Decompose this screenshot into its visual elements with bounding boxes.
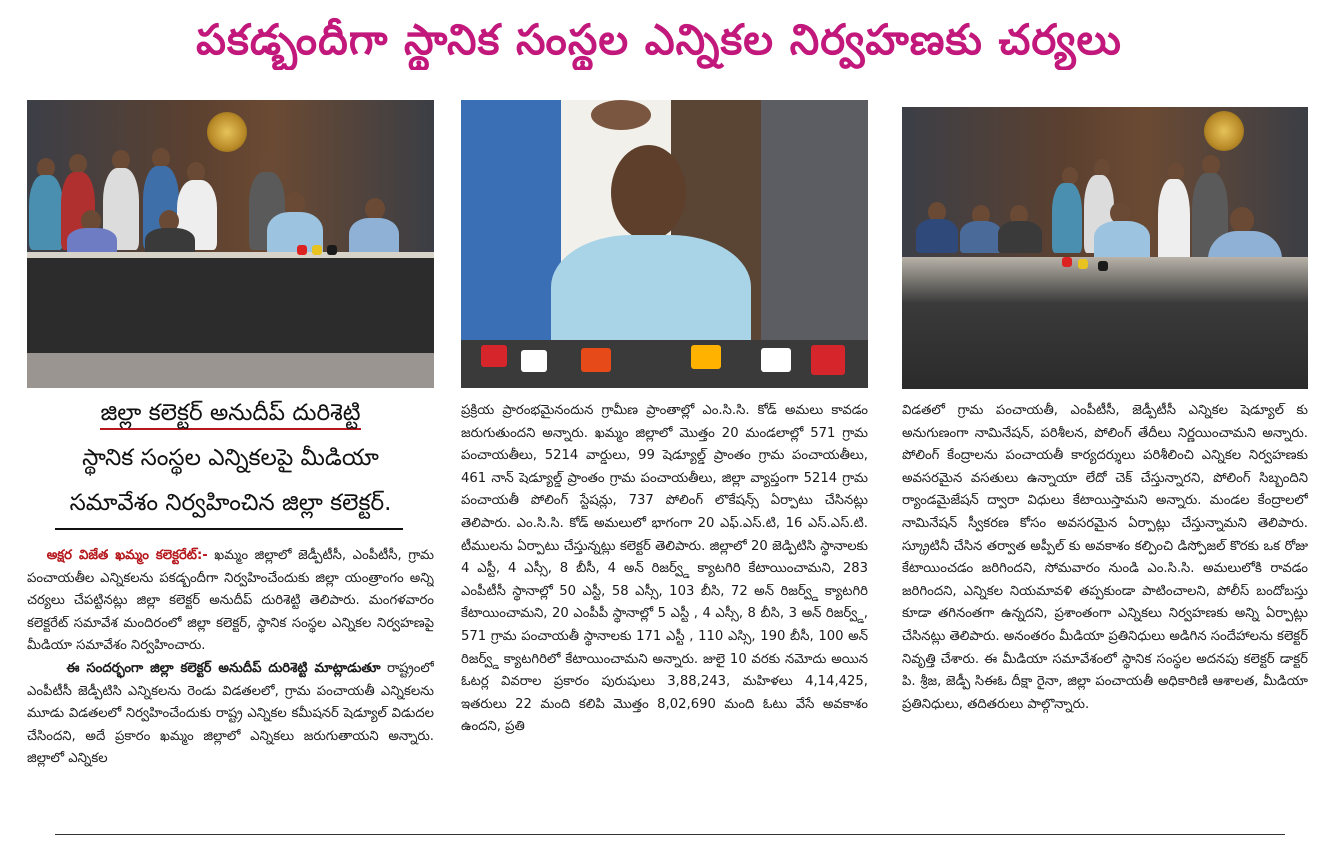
bottom-rule [55, 834, 1285, 835]
paragraph-4: విడతలో గ్రామ పంచాయతీ, ఎంపీటీసీ, జెడ్పీటీసీ ఎన్నికల షెడ్యూల్ కు అనుగుణంగా నామినేషన్, పరిశీలన, పోలింగ్ తేదీలు నిర్ణయించామని అన్నారు. పోలింగ్ కేంద్రాలను పంచాయతీ కార్యదర్శులు పరిశీలించి ఎన్నికల నిర్వహణకు అవసరమైన వసతులు ఉన్నాయా లేదో చెక్ చేస్తున్నారని, పోలింగ్ సిబ్బందిని ర్యాండమైజేషన్ ద్వారా విధులు కేటాయిస్తామని అన్నారు. మండల కేంద్రాలలో నామినేషన్ స్వీకరణ కోసం అవసరమైన ఏర్పాట్లు చేస్తున్నామని తెలిపారు. స్క్రూటినీ చేసిన తర్వాత అప్పీల్ కు అవకాశం కల్పించి డిస్పోజల్ కొరకు ఒక రోజు కేటాయించడం జరిగిందని, సోమవారం నుండి ఎం.సి.సి. అమలులోకి రావడం జరిగిందని, ఎన్నికల నియమావళి తప్పకుండా పాటించాలని, పోలీస్ బందోబస్తు కూడా తగినంతగా ఉన్నదని, ప్రశాంతంగా ఎన్నికలు నిర్వహణకు అన్ని ఏర్పాట్లు చేసినట్లు తెలిపారు. అనంతరం మీడియా ప్రతినిధులు అడిగిన సందేహాలను కలెక్టర్ నివృత్తి చేశారు. ఈ మీడియా సమావేశంలో స్థానిక సంస్థల అదనపు కలెక్టర్ డాక్టర్ పి. శ్రీజ, జెడ్పీ సిఈఓ దీక్షా రైనా, జిల్లా పంచాయతీ అధికారిణి ఆశాలత, మీడియా ప్రతినిధులు, తదితరులు పాల్గొన్నారు. [902, 403, 1308, 712]
article-column-3 [902, 400, 1308, 823]
caption-divider [55, 528, 403, 530]
headline: పకడ్బందీగా స్థానిక సంస్థల ఎన్నికల నిర్వహణకు చర్యలు [196, 15, 1122, 64]
paragraph-2: రాష్ట్రంలో ఎంపీటీసీ జెడ్పీటిసి ఎన్నికలను రెండు విడతలలో, గ్రామ పంచాయతీ ఎన్నికలను మూడు విడతలలో నిర్వహించేందుకు రాష్ట్ర ఎన్నికల కమీషనర్ షెడ్యూల్ విడుదల చేసిందని, అదే ప్రకారం ఖమ్మం జిల్లాలో ఎన్నికలు జరుగుతాయని అన్నారు. జిల్లాలో ఎన్నికల [27, 660, 434, 767]
collector-closeup-photo [461, 100, 868, 388]
press-meet-photo-right [902, 107, 1308, 389]
dateline: అక్షర విజేత ఖమ్మం కలెక్టరేట్:- [46, 548, 208, 563]
press-meet-photo-left [27, 100, 434, 388]
photo-caption-line-2: స్థానిక సంస్థల ఎన్నికలపై మీడియా [82, 445, 379, 471]
photo-caption-line-1: జిల్లా కలెక్టర్ అనుదీప్ దురిశెట్టి [27, 392, 434, 435]
paragraph-1: ఖమ్మం జిల్లాలో జెడ్పీటీసీ, ఎంపీటీసీ, గ్రామ పంచాయతీల ఎన్నికలను పకడ్బందీగా నిర్వహించేందుకు జిల్లా యంత్రాంగం అన్ని చర్యలు చేపట్టినట్లు జిల్లా కలెక్టర్ అనుదీప్ దురిశెట్టి తెలిపారు. మంగళవారం కలెక్టరేట్ సమావేశ మందిరంలో జిల్లా కలెక్టర్, స్థానిక సంస్థల ఎన్నికల నిర్వహణపై మీడియా సమావేశం నిర్వహించారు. [27, 548, 434, 654]
photo-caption-line-3: సమావేశం నిర్వహించిన జిల్లా కలెక్టర్. [69, 490, 392, 516]
quote-intro: ఈ సందర్భంగా జిల్లా కలెక్టర్ అనుదీప్ దురిశెట్టి మాట్లాడుతూ [66, 660, 381, 676]
article-column-1 [27, 545, 434, 823]
article-column-2 [461, 400, 868, 823]
paragraph-3: ప్రక్రియ ప్రారంభమైనందున గ్రామీణ ప్రాంతాల్లో ఎం.సి.సి. కోడ్ అమలు కావడం జరుగుతుందని అన్నారు. ఖమ్మం జిల్లాలో మొత్తం 20 మండలాల్లో 571 గ్రామ పంచాయతీలు, 5214 వార్డులు, 99 షెడ్యూల్డ్ ప్రాంతం గ్రామ పంచాయతీలు, 461 నాన్ షెడ్యూల్డ్ ప్రాంతం గ్రామ పంచాయతీలు, జిల్లా వ్యాప్తంగా 5214 గ్రామ పంచాయతీ పోలింగ్ స్టేషన్లు, 737 పోలింగ్ లొకేషన్స్ ఏర్పాటు చేసినట్లు తెలిపారు. ఎం.సి.సి. కోడ్ అమలులో భాగంగా 20 ఎఫ్.ఎస్.టి, 16 ఎస్.ఎస్.టి. టీములను ఏర్పాటు చేస్తున్నట్లు కలెక్టర్ తెలిపారు. జిల్లాలో 20 జెడ్పిటిసి స్థానాలకు 4 ఎస్టీ, 4 ఎస్సీ, 8 బీసీ, 4 అన్ రిజర్వ్డ్ క్యాటగిరి కేటాయించామని, 283 ఎంపీటీసీ స్థానాల్లో 50 ఎస్టీ, 58 ఎస్సీ, 103 బీసి, 72 అన్ రిజర్వ్డ్ క్యాటగిరి కేటాయించామని, 20 ఎంపీపీ స్థానాల్లో 5 ఎస్టీ , 4 ఎస్సీ, 8 బీసి, 3 అన్ రిజర్వ్డ్, 571 గ్రామ పంచాయతీ స్థానాలకు 171 ఎస్టీ , 110 ఎస్సి, 190 బీసీ, 100 అన్ రిజర్వ్డ్ క్యాటగిరిలో కేటాయించామని అన్నారు. జులై 10 వరకు నమోదు అయిన ఓటర్ల వివరాల ప్రకారం పురుషులు 3,88,243, మహిళలు 4,14,425, ఇతరులు 22 మంది కలిపి మొత్తం 8,02,690 మంది ఓటు వేసే అవకాశం ఉందని, ప్రతి [461, 403, 868, 735]
